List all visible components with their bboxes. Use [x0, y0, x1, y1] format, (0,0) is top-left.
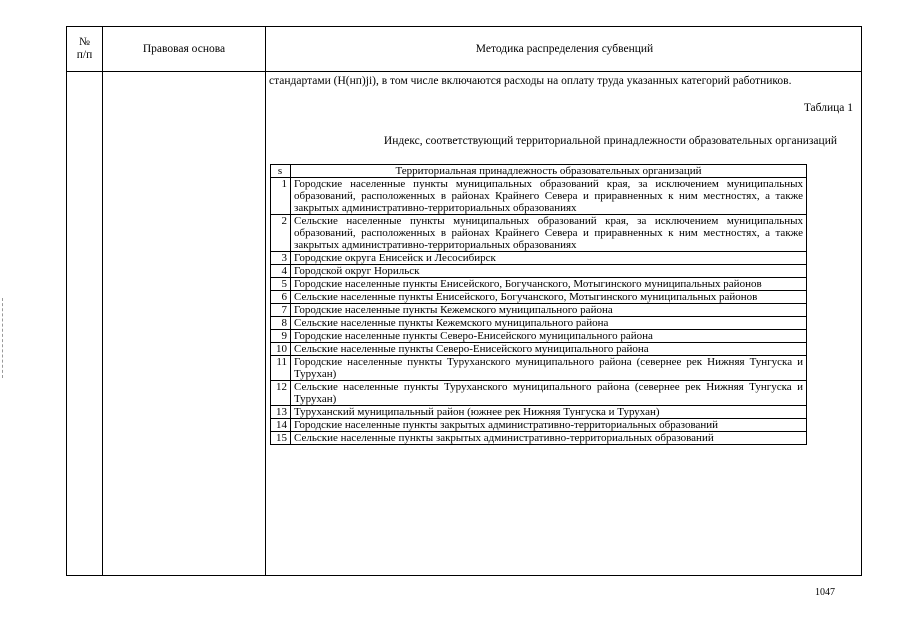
index-table-row [271, 317, 807, 330]
index-table-cell-s: 14 [271, 419, 291, 432]
index-table-row [271, 343, 807, 356]
index-table-cell-s: 5 [271, 278, 291, 291]
index-table-cell-territory: Городские населенные пункты Кежемского муниципального района [291, 304, 807, 317]
header-divider [67, 71, 861, 72]
index-table-cell-territory: Сельские населенные пункты Кежемского муниципального района [291, 317, 807, 330]
page-edge-mark [2, 298, 4, 378]
index-table-cell-s: 6 [271, 291, 291, 304]
index-table-row [271, 356, 807, 381]
index-table-row [271, 419, 807, 432]
index-table-cell-territory: Городской округ Норильск [291, 265, 807, 278]
index-table-cell-s: 9 [271, 330, 291, 343]
index-table-cell-territory: Городские населенные пункты Северо-Енисейского муниципального района [291, 330, 807, 343]
index-table-row [271, 178, 807, 215]
index-table-row [271, 278, 807, 291]
index-table-cell-territory: Сельские населенные пункты Северо-Енисейского муниципального района [291, 343, 807, 356]
index-table-row [271, 252, 807, 265]
index-table-row [271, 304, 807, 317]
index-table-cell-s: 3 [271, 252, 291, 265]
index-table-cell-territory: Городские округа Енисейск и Лесосибирск [291, 252, 807, 265]
index-table-cell-s: 12 [271, 381, 291, 406]
page-number: 1047 [815, 587, 835, 598]
index-table-cell-s: 2 [271, 215, 291, 252]
index-table-cell-territory: Сельские населенные пункты закрытых административно-территориальных образований [291, 432, 807, 445]
index-table-cell-s: 13 [271, 406, 291, 419]
index-table-cell-s: 4 [271, 265, 291, 278]
index-table-row [271, 381, 807, 406]
table-heading: Индекс, соответствующий территориальной принадлежности образовательных организаций [383, 135, 837, 147]
index-table-row [271, 432, 807, 445]
header-num: № п/п [76, 36, 93, 61]
index-table-header-s: s [271, 165, 291, 178]
body-paragraph-text: стандартами (Н(нп)ji), в том числе включаются расходы на оплату труда указанных категорий работников. [269, 75, 792, 87]
document-table [66, 26, 862, 576]
table-caption: Таблица 1 [803, 102, 853, 114]
index-table-row [271, 291, 807, 304]
index-table-cell-territory: Городские населенные пункты закрытых административно-территориальных образований [291, 419, 807, 432]
index-table-cell-s: 11 [271, 356, 291, 381]
index-table-cell-territory: Городские населенные пункты муниципальных образований края, за исключением муниципальных образований, расположенных в районах Крайнего Севера и приравненных к ним местностях, а также закрытых административно-территориальных образованиях [291, 178, 807, 215]
column-divider [265, 27, 266, 575]
index-table-header-row [271, 165, 807, 178]
header-legal-basis: Правовая основа [142, 42, 226, 55]
index-table-cell-territory: Туруханский муниципальный район (южнее рек Нижняя Тунгуска и Турухан) [291, 406, 807, 419]
index-table [270, 164, 807, 445]
index-table-cell-s: 7 [271, 304, 291, 317]
index-table-cell-territory: Городские населенные пункты Енисейского, Богучанского, Мотыгинского муниципальных районов [291, 278, 807, 291]
index-table-cell-s: 8 [271, 317, 291, 330]
index-table-row [271, 265, 807, 278]
header-methodology: Методика распределения субвенций [475, 42, 654, 55]
index-table-cell-territory: Сельские населенные пункты Енисейского, Богучанского, Мотыгинского муниципальных районов [291, 291, 807, 304]
index-table-cell-territory: Сельские населенные пункты муниципальных образований края, за исключением муниципальных образований, расположенных в районах Крайнего Севера и приравненных к ним местностях, а также закрытых административно-территориальных образованиях [291, 215, 807, 252]
index-table-row [271, 330, 807, 343]
index-table-cell-s: 1 [271, 178, 291, 215]
body-paragraph [269, 74, 837, 89]
index-table-cell-territory: Сельские населенные пункты Туруханского муниципального района (севернее рек Нижняя Тунгуска и Турухан) [291, 381, 807, 406]
index-table-row [271, 406, 807, 419]
index-table-cell-territory: Городские населенные пункты Туруханского муниципального района (севернее рек Нижняя Тунгуска и Турухан) [291, 356, 807, 381]
index-table-row [271, 215, 807, 252]
index-table-cell-s: 15 [271, 432, 291, 445]
index-table-cell-s: 10 [271, 343, 291, 356]
index-table-header-territory: Территориальная принадлежность образовательных организаций [291, 165, 807, 178]
column-divider [102, 27, 103, 575]
